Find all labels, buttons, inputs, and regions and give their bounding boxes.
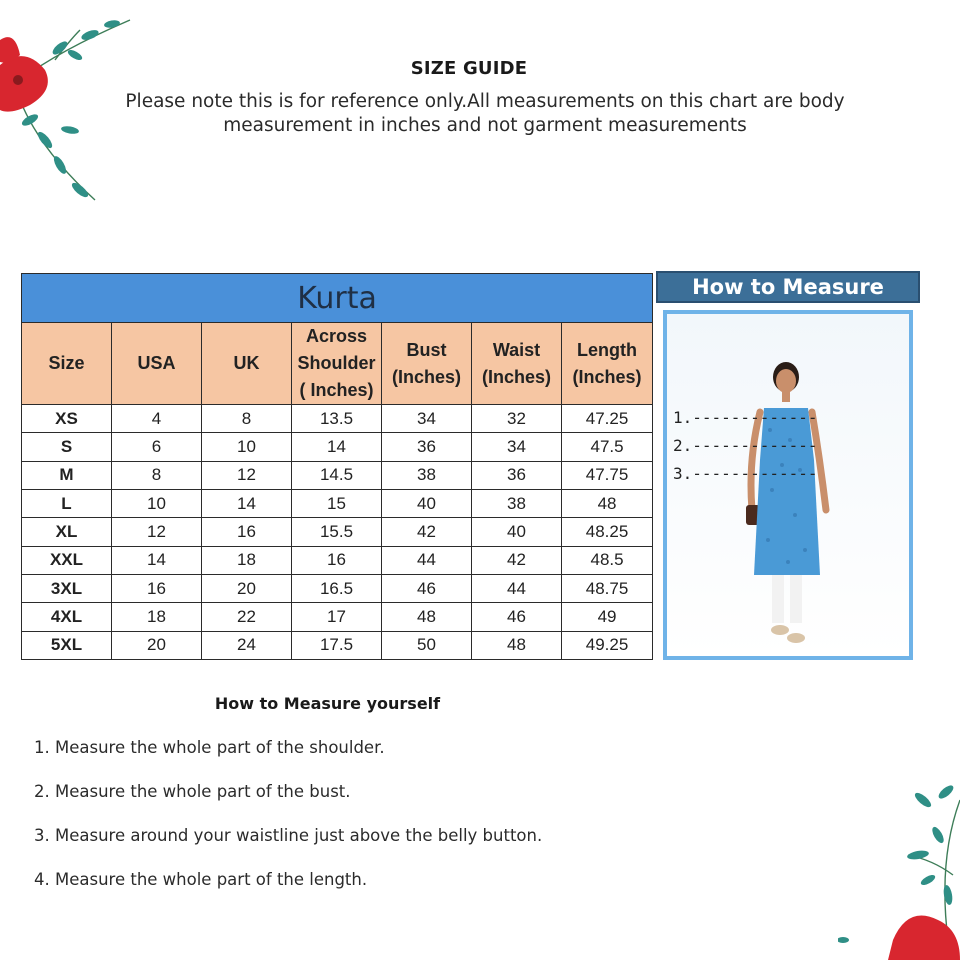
table-cell: 49.25 <box>562 631 653 659</box>
table-cell: 34 <box>382 405 472 433</box>
shoulder-marker-line: ------------- <box>692 408 818 427</box>
table-cell: 47.25 <box>562 405 653 433</box>
table-cell: 32 <box>472 405 562 433</box>
table-cell: 8 <box>112 461 202 489</box>
table-cell: 48 <box>382 603 472 631</box>
bust-marker-line: ------------- <box>692 436 818 455</box>
table-cell: 36 <box>382 433 472 461</box>
table-row <box>22 433 653 461</box>
reference-note: Please note this is for reference only.All measurements on this chart are body measurement in inches and not garment measurements <box>125 91 845 136</box>
table-cell: 18 <box>202 546 292 574</box>
column-header-shoulder: Across Shoulder ( Inches) <box>292 323 382 405</box>
size-cell: XS <box>22 405 112 433</box>
size-cell: M <box>22 461 112 489</box>
column-header-waist: Waist (Inches) <box>472 323 562 405</box>
size-cell: XL <box>22 518 112 546</box>
table-cell: 48.5 <box>562 546 653 574</box>
instruction-step-4: 4. Measure the whole part of the length. <box>34 870 368 889</box>
shoulder-marker-label: 1. <box>673 408 693 427</box>
table-row <box>22 518 653 546</box>
table-cell: 13.5 <box>292 405 382 433</box>
table-cell: 12 <box>202 461 292 489</box>
model-figure-image <box>700 350 880 650</box>
column-header-bust: Bust (Inches) <box>382 323 472 405</box>
table-row <box>22 461 653 489</box>
table-cell: 18 <box>112 603 202 631</box>
table-cell: 49 <box>562 603 653 631</box>
size-cell: XXL <box>22 546 112 574</box>
table-cell: 15.5 <box>292 518 382 546</box>
page-title: SIZE GUIDE <box>410 58 528 79</box>
floral-decoration-bottom-right <box>838 780 960 960</box>
table-cell: 48 <box>562 489 653 517</box>
column-header-uk: UK <box>202 323 292 405</box>
table-cell: 44 <box>472 574 562 602</box>
table-row <box>22 405 653 433</box>
size-cell: 5XL <box>22 631 112 659</box>
size-chart-table <box>21 273 653 660</box>
waist-marker-label: 3. <box>673 464 693 483</box>
size-cell: 4XL <box>22 603 112 631</box>
size-cell: L <box>22 489 112 517</box>
bust-marker-label: 2. <box>673 436 693 455</box>
table-cell: 15 <box>292 489 382 517</box>
table-cell: 10 <box>112 489 202 517</box>
size-cell: S <box>22 433 112 461</box>
table-cell: 48.75 <box>562 574 653 602</box>
instruction-step-1: 1. Measure the whole part of the shoulder. <box>34 738 385 757</box>
table-cell: 14 <box>292 433 382 461</box>
column-header-size: Size <box>22 323 112 405</box>
table-cell: 14 <box>112 546 202 574</box>
table-cell: 46 <box>382 574 472 602</box>
table-cell: 50 <box>382 631 472 659</box>
waist-marker <box>673 464 818 483</box>
table-cell: 4 <box>112 405 202 433</box>
table-cell: 42 <box>382 518 472 546</box>
table-cell: 40 <box>382 489 472 517</box>
table-cell: 20 <box>112 631 202 659</box>
instruction-step-2: 2. Measure the whole part of the bust. <box>34 782 351 801</box>
table-cell: 6 <box>112 433 202 461</box>
instructions-heading: How to Measure yourself <box>214 694 441 713</box>
table-cell: 46 <box>472 603 562 631</box>
table-cell: 34 <box>472 433 562 461</box>
table-cell: 12 <box>112 518 202 546</box>
instruction-step-3: 3. Measure around your waistline just above the belly button. <box>34 826 543 845</box>
table-cell: 48.25 <box>562 518 653 546</box>
table-cell: 17.5 <box>292 631 382 659</box>
how-to-measure-banner: How to Measure <box>656 271 920 303</box>
table-cell: 36 <box>472 461 562 489</box>
table-cell: 16 <box>202 518 292 546</box>
bust-marker <box>673 436 818 455</box>
table-cell: 47.5 <box>562 433 653 461</box>
size-cell: 3XL <box>22 574 112 602</box>
table-cell: 14 <box>202 489 292 517</box>
table-row <box>22 603 653 631</box>
table-row <box>22 546 653 574</box>
table-cell: 42 <box>472 546 562 574</box>
size-rows <box>22 405 653 660</box>
table-cell: 47.75 <box>562 461 653 489</box>
table-row <box>22 631 653 659</box>
table-cell: 40 <box>472 518 562 546</box>
table-cell: 24 <box>202 631 292 659</box>
table-cell: 17 <box>292 603 382 631</box>
table-cell: 10 <box>202 433 292 461</box>
table-cell: 44 <box>382 546 472 574</box>
column-header-length: Length (Inches) <box>562 323 653 405</box>
table-cell: 16.5 <box>292 574 382 602</box>
table-caption: Kurta <box>22 274 653 323</box>
table-cell: 48 <box>472 631 562 659</box>
table-cell: 16 <box>112 574 202 602</box>
table-cell: 14.5 <box>292 461 382 489</box>
table-row <box>22 574 653 602</box>
table-cell: 22 <box>202 603 292 631</box>
table-cell: 20 <box>202 574 292 602</box>
column-header-usa: USA <box>112 323 202 405</box>
waist-marker-line: ------------- <box>692 464 818 483</box>
table-cell: 38 <box>472 489 562 517</box>
table-cell: 16 <box>292 546 382 574</box>
table-row <box>22 489 653 517</box>
shoulder-marker <box>673 408 818 427</box>
table-cell: 8 <box>202 405 292 433</box>
table-cell: 38 <box>382 461 472 489</box>
